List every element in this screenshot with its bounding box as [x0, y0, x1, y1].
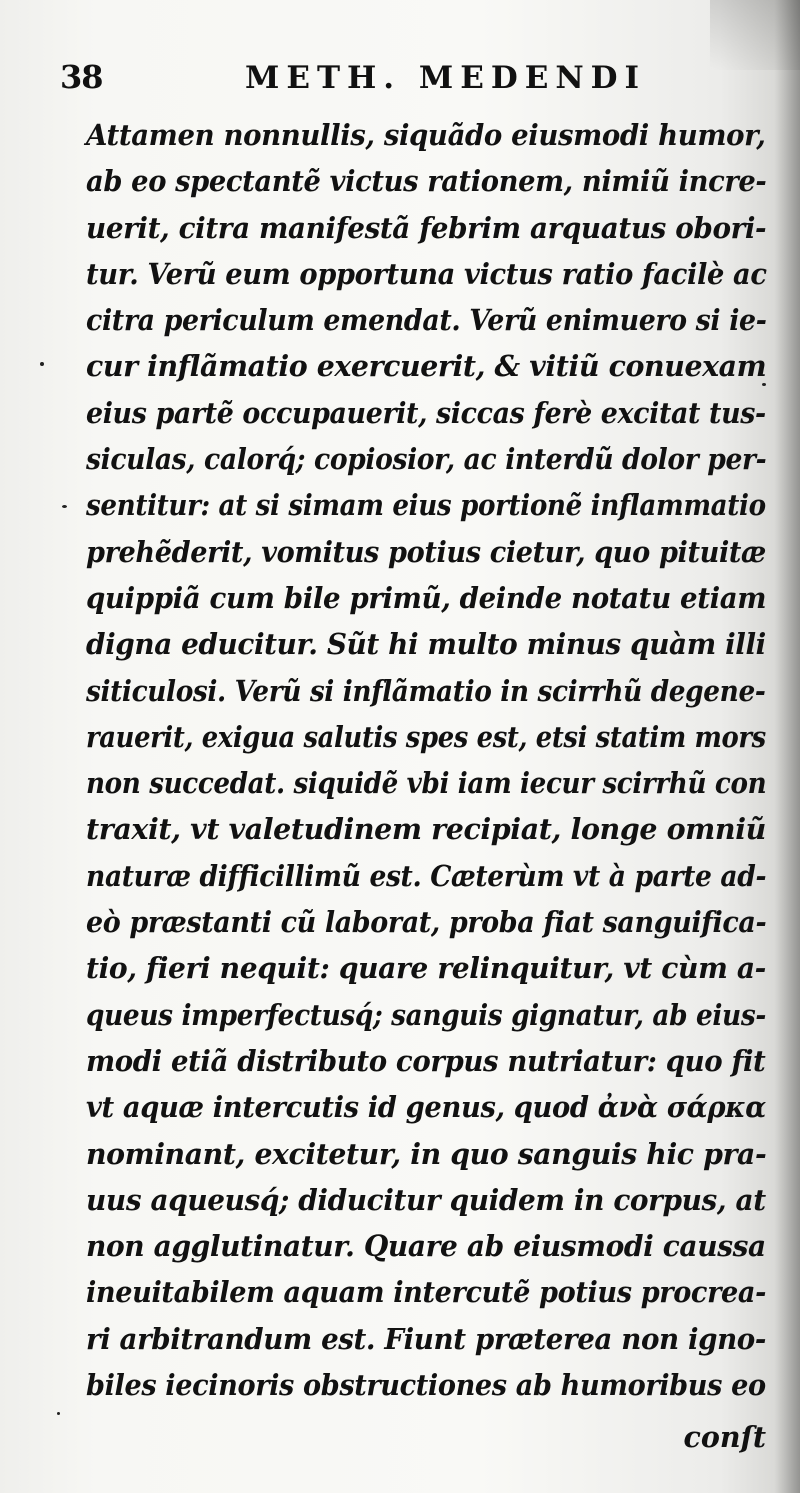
- text-line: cur inflãmatio exercuerit, & vitiũ conuexam: [86, 349, 767, 384]
- text-line: citra periculum emendat. Verũ enimuero si ie-: [86, 303, 767, 338]
- text-line: tio, fieri nequit: quare relinquitur, vt cùm a-: [86, 951, 766, 986]
- ink-speck: [62, 505, 67, 508]
- text-line: sentitur: at si simam eius portionẽ inflammatio: [86, 488, 766, 523]
- text-line: traxit, vt valetudinem recipiat, longe omniũ: [86, 812, 766, 847]
- text-line: siculas, calorq́; copiosior, ac interdũ dolor per-: [86, 442, 767, 477]
- corner-shadow: [710, 0, 800, 70]
- text-line: biles iecinoris obstructiones ab humoribus eo: [86, 1368, 766, 1403]
- running-head: METH. MEDENDI: [245, 60, 647, 96]
- text-line: Attamen nonnullis, siquãdo eiusmodi humor,: [86, 118, 766, 152]
- text-line: modi etiã distributo corpus nutriatur: quo fit: [86, 1043, 766, 1078]
- text-line: digna educitur. Sũt hi multo minus quàm illi: [86, 627, 766, 662]
- text-line: vt aquæ intercutis id genus, quod ἀνὰ σάρκα: [86, 1090, 766, 1125]
- text-line: uerit, citra manifestã febrim arquatus obori-: [86, 210, 767, 245]
- text-line: nominant, excitetur, in quo sanguis hic pra-: [86, 1136, 767, 1171]
- catchword: conſt: [683, 1420, 766, 1454]
- page-gutter-shadow: [774, 0, 800, 1493]
- text-line: ab eo spectantẽ victus rationem, nimiũ incre-: [86, 164, 767, 199]
- text-line: eius partẽ occupauerit, siccas ferè excitat tus-: [86, 395, 766, 430]
- text-line: queus imperfectusq́; sanguis gignatur, ab eius-: [86, 997, 766, 1032]
- ink-speck: [762, 383, 766, 386]
- text-line: eò præstanti cũ laborat, proba fiat sanguifica-: [86, 905, 767, 940]
- text-line: prehẽderit, vomitus potius cietur, quo pituitæ: [86, 534, 766, 569]
- text-line: naturæ difficillimũ est. Cæterùm vt à parte ad-: [86, 858, 767, 893]
- body-text: [86, 112, 766, 1408]
- text-line: rauerit, exigua salutis spes est, etsi statim mors: [86, 719, 766, 754]
- text-line: non succedat. siquidẽ vbi iam iecur scirrhũ con: [86, 766, 767, 801]
- page-number: 38: [60, 58, 103, 96]
- text-line: ri arbitrandum est. Fiunt præterea non igno-: [86, 1321, 766, 1356]
- text-line: siticulosi. Verũ si inflãmatio in scirrhũ degene-: [86, 673, 766, 708]
- text-line: ineuitabilem aquam intercutẽ potius procrea-: [86, 1275, 766, 1310]
- ink-speck: [40, 362, 44, 366]
- text-line: quippiã cum bile primũ, deinde notatu etiam: [86, 580, 767, 615]
- ink-speck: [57, 1412, 60, 1415]
- text-line: non agglutinatur. Quare ab eiusmodi caussa: [86, 1229, 766, 1264]
- text-line: tur. Verũ eum opportuna victus ratio facilè ac: [86, 256, 767, 291]
- text-line: uus aqueusq́; diducitur quidem in corpus, at: [86, 1182, 766, 1217]
